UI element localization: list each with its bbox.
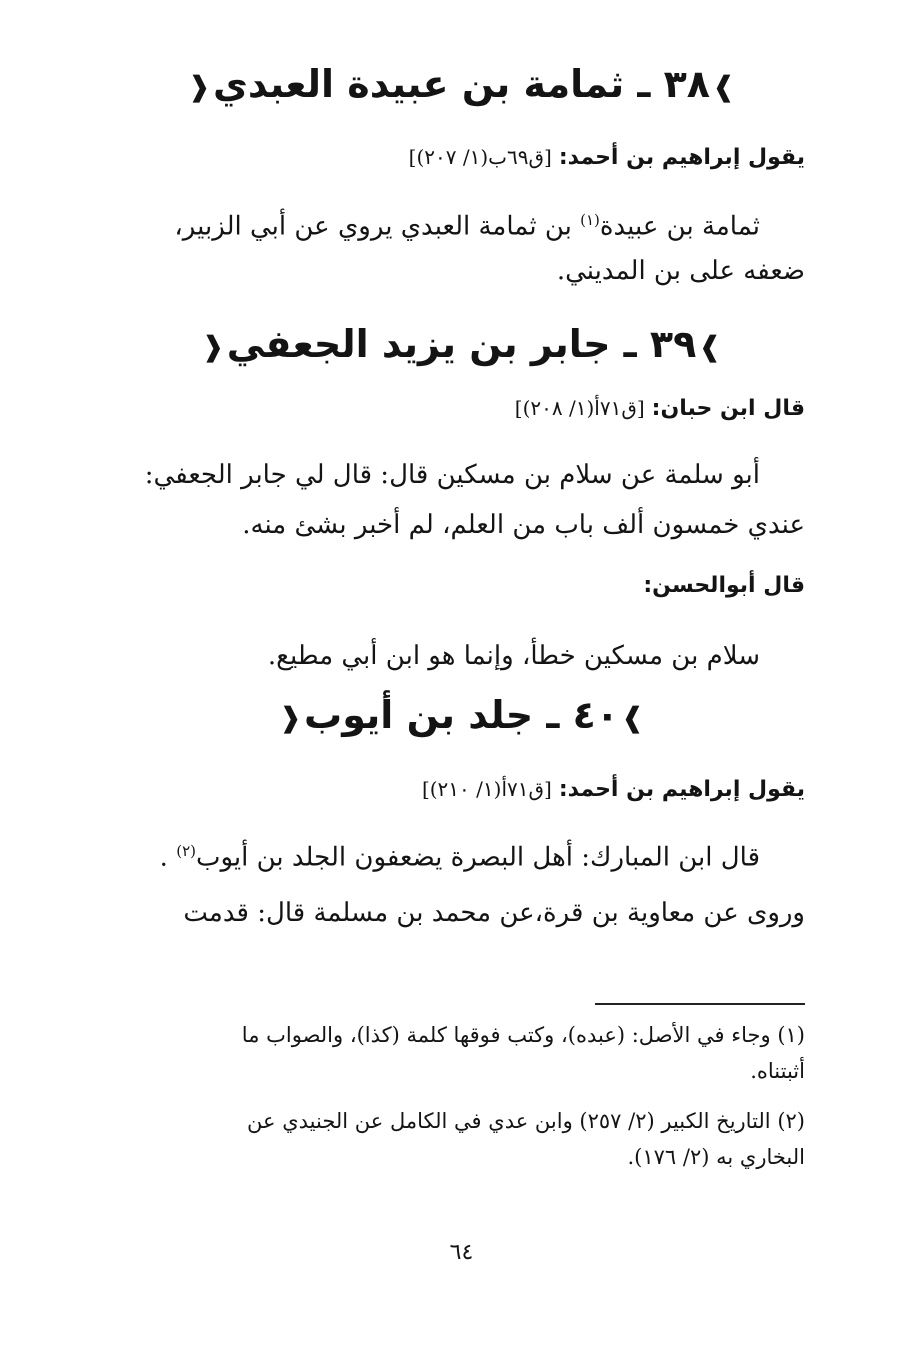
source-reference: [ق٦٩ب(١/ ٢٠٧)] (408, 145, 552, 169)
paragraph-line: وروى عن معاوية بن قرة،عن محمد بن مسلمة قال: قدمت (183, 898, 805, 928)
source-line (125, 573, 805, 598)
paragraph-line: أبو سلمة عن سلام بن مسكين قال: قال لي جابر الجعفي: (144, 460, 760, 490)
ornament-icon: ❰ (278, 701, 303, 734)
page-number: ٦٤ (449, 1240, 474, 1265)
heading-text: ٣٩ ـ جابر بن يزيد الجعفي (226, 322, 697, 366)
text: . (159, 842, 177, 873)
footnote-1 (125, 1017, 805, 1089)
heading-text: ٤٠ ـ جلد بن أيوب (304, 693, 619, 737)
text: بن ثمامة العبدي يروي عن أبي الزبير، (174, 211, 581, 242)
section-heading-38 (0, 62, 923, 106)
footnote-2 (125, 1103, 805, 1175)
paragraph-line: عندي خمسون ألف باب من العلم، لم أخبر بشئ منه. (242, 510, 805, 540)
text: ثمامة بن عبيدة (599, 211, 760, 242)
source-line (125, 396, 805, 421)
source-line (125, 145, 805, 170)
ornament-icon: ❰ (187, 70, 211, 103)
source-author: يقول إبراهيم بن أحمد: (558, 777, 805, 802)
heading-text: ٣٨ ـ ثمامة بن عبيدة العبدي (213, 62, 710, 106)
source-line (125, 777, 805, 802)
ornament-icon: ❰ (201, 330, 225, 363)
ornament-icon: ❱ (620, 701, 645, 734)
ornament-icon: ❱ (698, 330, 722, 363)
footnote-separator (595, 1003, 805, 1005)
footnote-line: (٢) التاريخ الكبير (٢/ ٢٥٧) وابن عدي في الكامل عن الجنيدي عن (247, 1109, 805, 1133)
footnote-line: أثبتناه. (750, 1059, 805, 1083)
paragraph-line (80, 823, 805, 886)
section-heading-39 (0, 322, 923, 366)
section-heading-40 (0, 693, 923, 737)
source-reference: [ق٧١أ(١/ ٢١٠)] (421, 777, 552, 801)
source-reference: [ق٧١أ(١/ ٢٠٨)] (514, 396, 645, 420)
footnote-line: (١) وجاء في الأصل: (عبده)، وكتب فوقها كلمة (كذا)، والصواب ما (241, 1023, 805, 1047)
source-author: قال ابن حبان: (651, 396, 805, 421)
ornament-icon: ❱ (711, 70, 736, 103)
text: قال ابن المبارك: أهل البصرة يضعفون الجلد بن أيوب (195, 842, 760, 873)
paragraph-line: ضعفه على بن المديني. (556, 256, 805, 286)
source-author: يقول إبراهيم بن أحمد: (558, 145, 805, 170)
paragraph-line: سلام بن مسكين خطأ، وإنما هو ابن أبي مطيع. (267, 641, 760, 671)
footnote-marker: (١) (580, 211, 600, 229)
footnote-line: البخاري به (٢/ ١٧٦). (627, 1145, 805, 1169)
footnote-marker: (٢) (176, 842, 196, 860)
source-author: قال أبوالحسن: (643, 573, 805, 598)
